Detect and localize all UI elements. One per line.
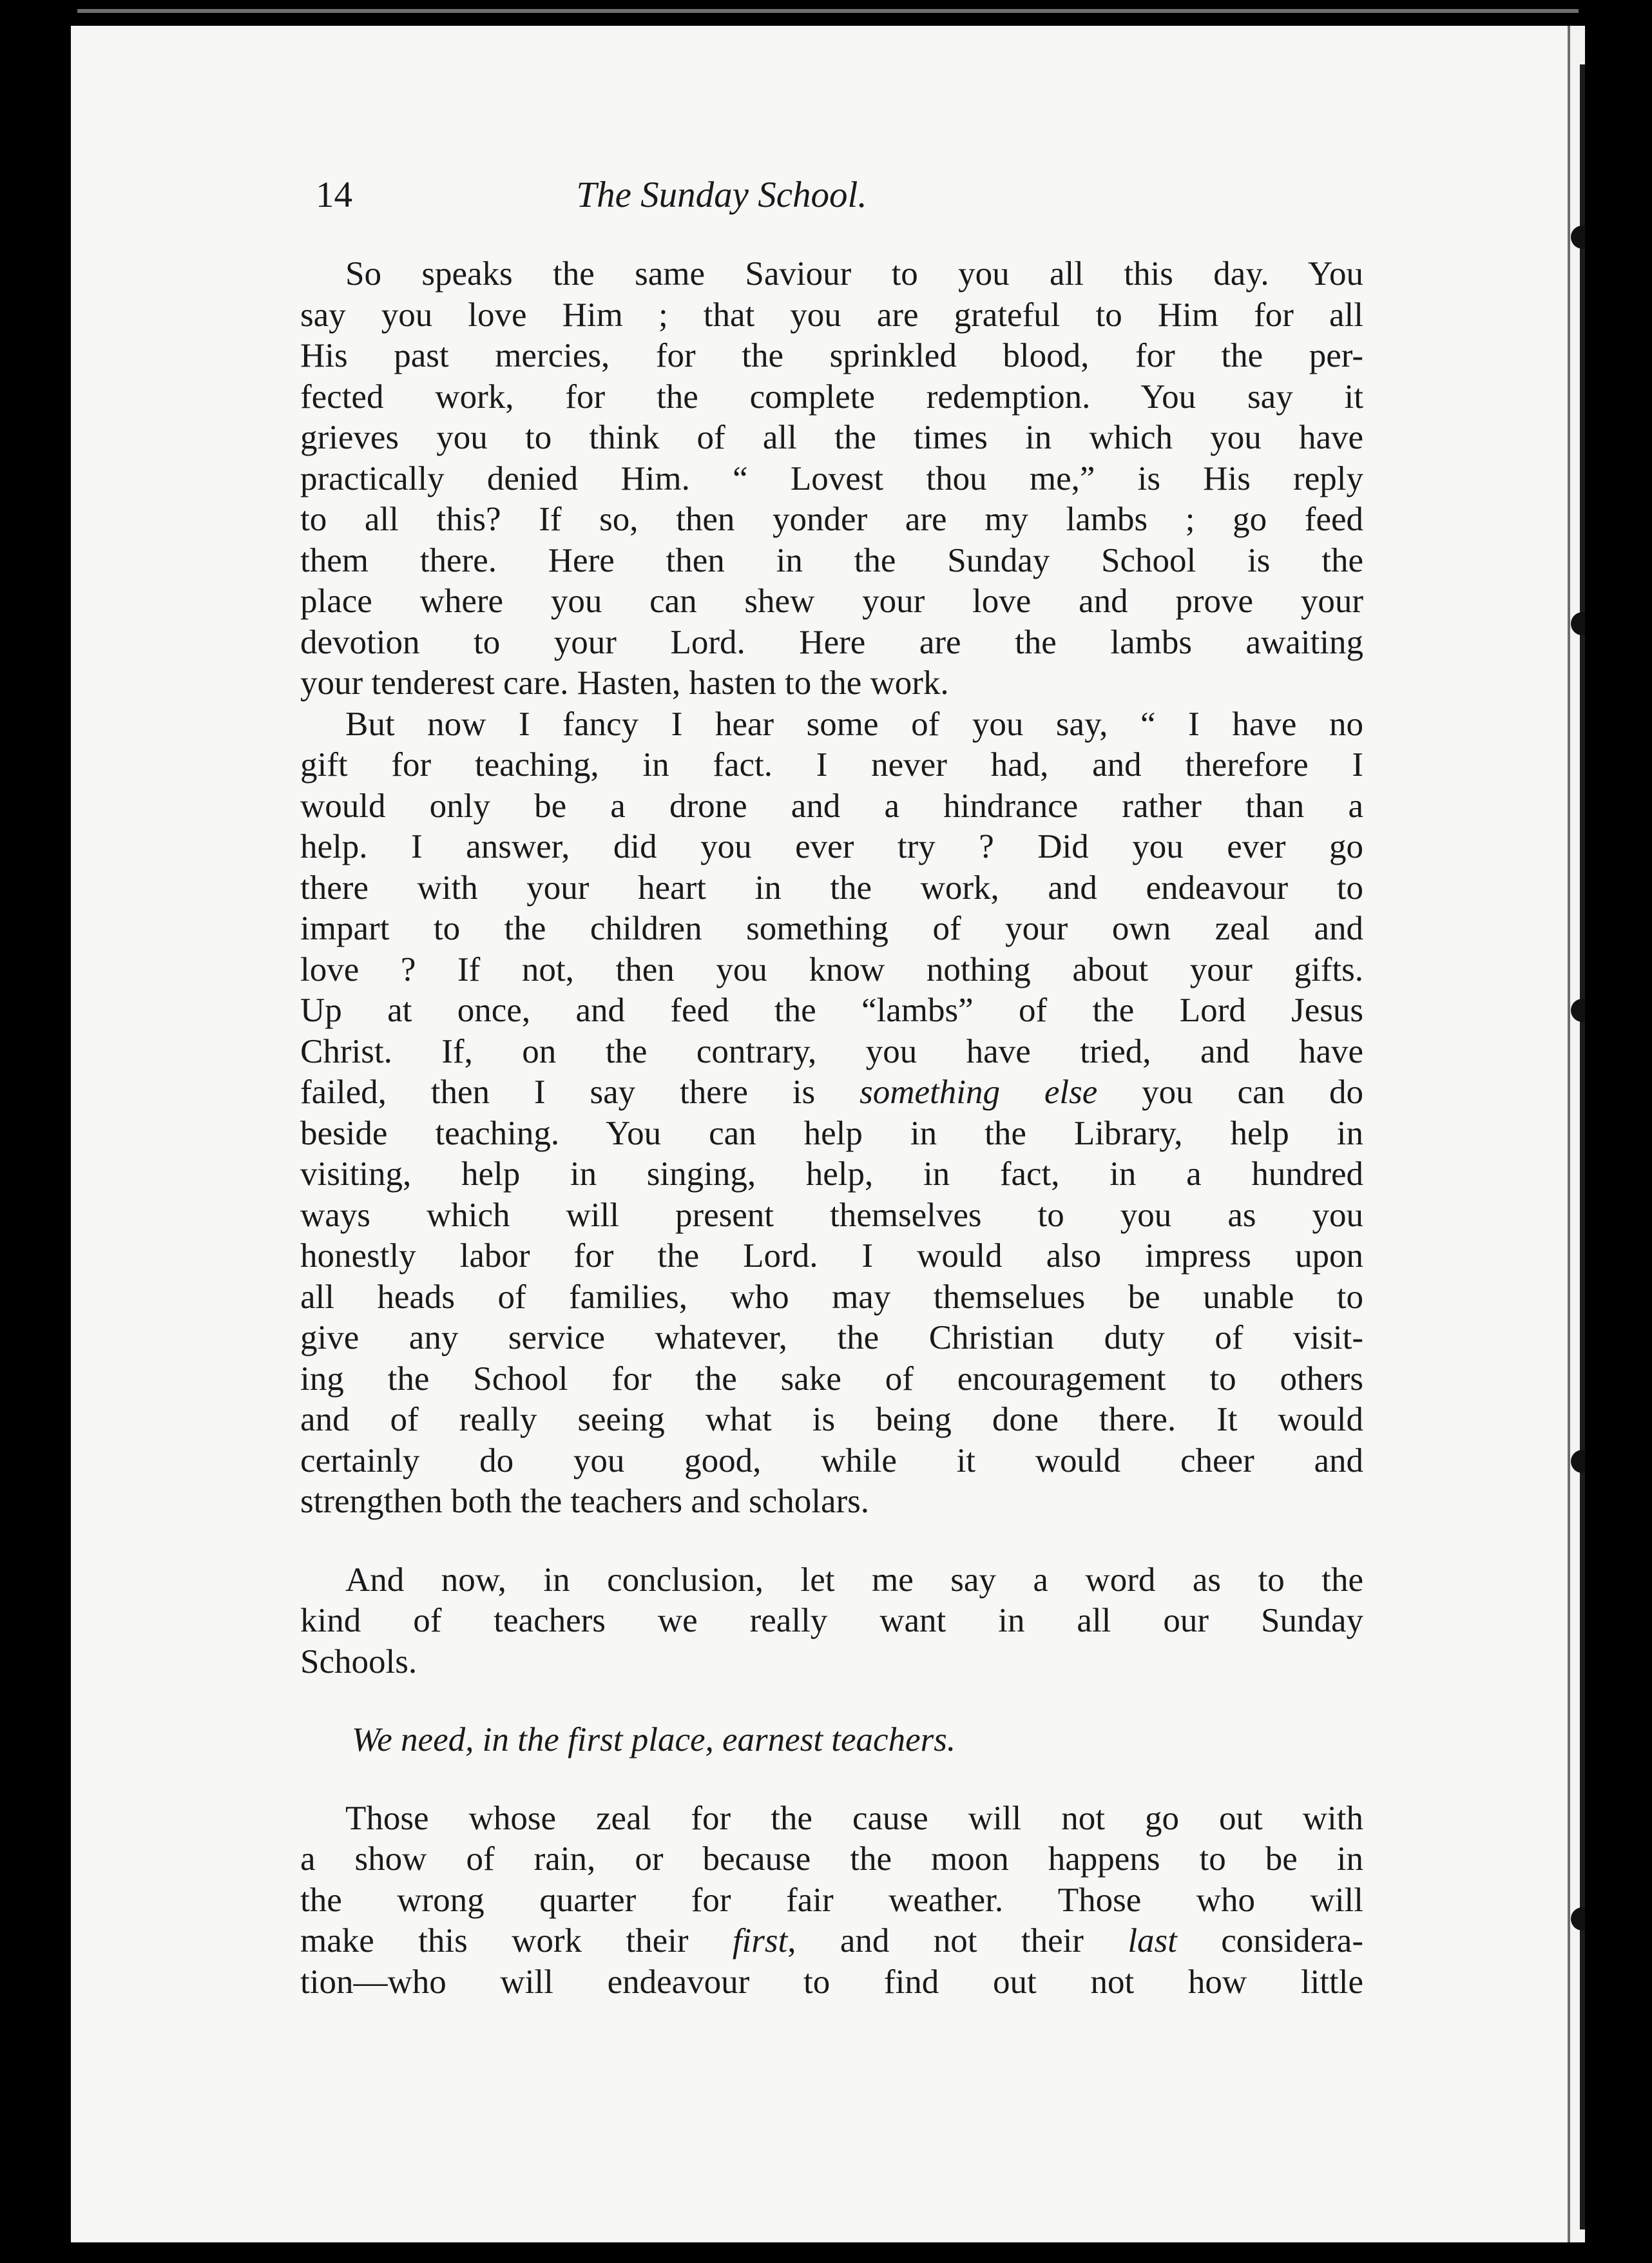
text-line: grieves you to think of all the times in which you have (300, 419, 1363, 456)
text-line: certainly do you good, while it would cheer and (300, 1441, 1363, 1479)
text-line: them there. Here then in the Sunday School is the (300, 541, 1363, 579)
text-line: devotion to your Lord. Here are the lambs awaiting (300, 623, 1363, 661)
running-head (316, 174, 1128, 232)
text-line: to all this? If so, then yonder are my lambs ; go feed (300, 501, 1363, 538)
paragraph-gap (300, 1682, 1363, 1720)
paragraph (300, 1560, 1363, 1683)
text-line: fected work, for the complete redemption. You say it (300, 378, 1363, 416)
italic-text: last (1128, 1922, 1177, 1960)
text-line: Schools. (300, 1642, 418, 1680)
page-top-rule (77, 9, 1579, 13)
text-line: would only be a drone and a hindrance rather than a (300, 787, 1363, 825)
text-run: you can do (1097, 1074, 1363, 1111)
text-run: make this work their (300, 1922, 733, 1960)
text-line: gift for teaching, in fact. I never had, and therefore I (300, 746, 1363, 784)
page-body (300, 254, 1363, 2003)
text-line: Up at once, and feed the “lambs” of the Lord Jesus (300, 992, 1363, 1029)
text-line: love ? If not, then you know nothing about your gifts. (300, 950, 1363, 988)
text-line: Those whose zeal for the cause will not go out with (345, 1799, 1363, 1837)
text-line: strengthen both the teachers and scholars. (300, 1483, 870, 1520)
page-number: 14 (316, 175, 352, 215)
text-line: the wrong quarter for fair weather. Those who will (300, 1881, 1363, 1919)
text-line: honestly labor for the Lord. I would also impress upon (300, 1237, 1363, 1275)
text-line: there with your heart in the work, and endeavour to (300, 869, 1363, 907)
italic-subheading: We need, in the first place, earnest teachers. (352, 1721, 956, 1758)
paragraph (300, 1798, 1363, 2003)
text-line: impart to the children something of your own zeal and (300, 910, 1363, 947)
italic-text: something else (860, 1074, 1098, 1111)
text-line: all heads of families, who may themselues be unable to (300, 1278, 1363, 1316)
italic-text: first (732, 1922, 788, 1960)
text-line: and of really seeing what is being done there. It would (300, 1401, 1363, 1438)
text-line: place where you can shew your love and prove your (300, 583, 1363, 620)
text-line (300, 1072, 1363, 1113)
text-line: say you love Him ; that you are grateful to Him for all (300, 296, 1363, 334)
text-line: ways which will present themselves to you as you (300, 1196, 1363, 1234)
text-line: So speaks the same Saviour to you all this day. You (345, 255, 1363, 293)
text-run: failed, then I say there is (300, 1074, 860, 1111)
text-line: beside teaching. You can help in the Library, help in (300, 1114, 1363, 1152)
text-line: practically denied Him. “ Lovest thou me,” is His reply (300, 459, 1363, 497)
paragraph-gap (300, 1761, 1363, 1798)
text-line: visiting, help in singing, help, in fact, in a hundred (300, 1155, 1363, 1193)
text-line: a show of rain, or because the moon happens to be in (300, 1840, 1363, 1878)
text-line: ing the School for the sake of encouragement to others (300, 1360, 1363, 1398)
text-line: Christ. If, on the contrary, you have tried, and have (300, 1032, 1363, 1070)
text-line: And now, in conclusion, let me say a word as to the (345, 1561, 1363, 1599)
running-title: The Sunday School. (576, 175, 867, 215)
text-line: help. I answer, did you ever try ? Did you ever go (300, 828, 1363, 865)
paragraph (300, 704, 1363, 1523)
binding-spine (1580, 64, 1585, 2229)
text-line: your tenderest care. Hasten, hasten to the work. (300, 664, 949, 702)
text-line: give any service whatever, the Christian duty of visit- (300, 1319, 1363, 1356)
text-line: His past mercies, for the sprinkled blood, for the per- (300, 337, 1363, 374)
text-run: considera- (1177, 1922, 1363, 1960)
paragraph-gap (300, 1523, 1363, 1560)
text-line: But now I fancy I hear some of you say, “ I have no (345, 705, 1363, 743)
text-line: kind of teachers we really want in all our Sunday (300, 1602, 1363, 1639)
text-line: tion—who will endeavour to find out not how little (300, 1963, 1363, 2001)
text-run: , and not their (787, 1922, 1128, 1960)
paragraph (300, 254, 1363, 704)
text-line (300, 1921, 1363, 1962)
